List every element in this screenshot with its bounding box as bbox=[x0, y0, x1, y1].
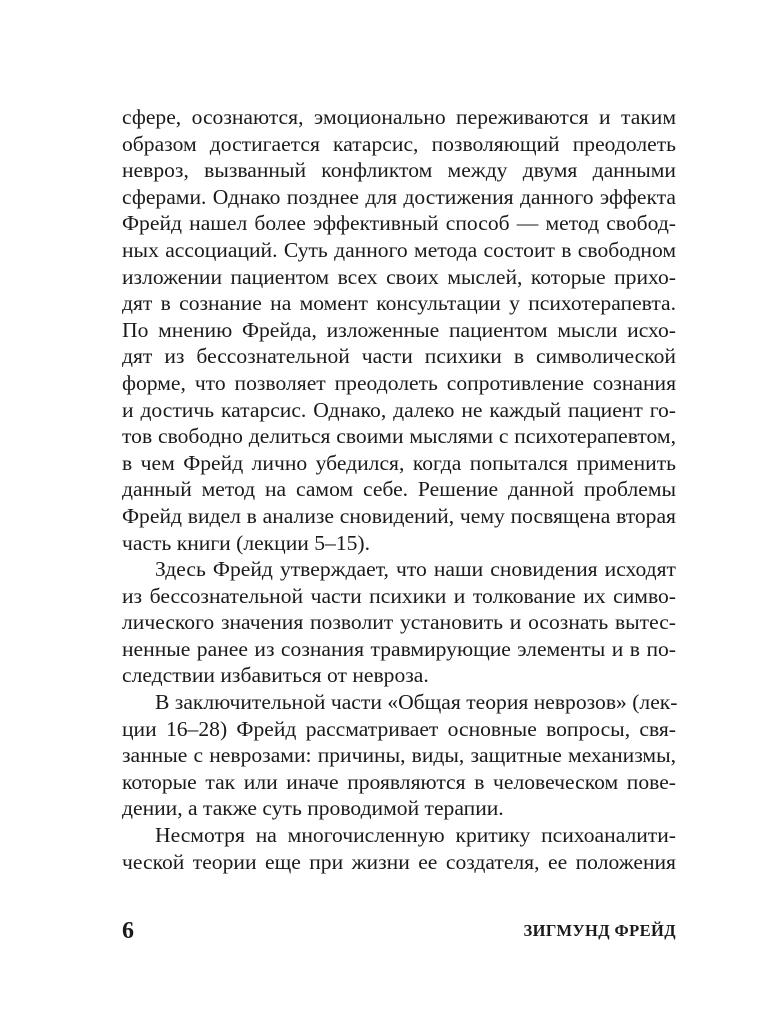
text-line: ненные ранее из сознания травмирующие элементы и в по- bbox=[122, 636, 676, 661]
page-footer bbox=[122, 914, 676, 948]
text-line: и достичь катарсис. Однако, далеко не каждый пациент го- bbox=[122, 397, 676, 422]
body-text bbox=[122, 104, 676, 875]
text-line: По мнению Фрейда, изложенные пациентом мысли исхо- bbox=[122, 317, 676, 342]
text-line: дят в сознание на момент консультации у психотерапевта. bbox=[122, 291, 676, 316]
text-line: часть книги (лекции 5–15). bbox=[122, 530, 371, 555]
text-line: невроз, вызванный конфликтом между двумя данными bbox=[122, 158, 676, 183]
running-head: ЗИГМУНД ФРЕЙД bbox=[523, 921, 676, 940]
text-line: тов свободно делиться своими мыслями с психотерапевтом, bbox=[122, 424, 676, 449]
text-line: форме, что позволяет преодолеть сопротивление сознания bbox=[122, 370, 676, 395]
text-line: лического значения позволит установить и осознать вытес- bbox=[122, 610, 676, 635]
text-line: следствии избавиться от невроза. bbox=[122, 663, 429, 688]
text-line: сферами. Однако позднее для достижения данного эффекта bbox=[122, 184, 676, 209]
text-line: ных ассоциаций. Суть данного метода состоит в свободном bbox=[122, 237, 676, 262]
text-line: занные с неврозами: причины, виды, защитные механизмы, bbox=[122, 743, 676, 768]
paragraph-first-line: Здесь Фрейд утверждает, что наши сновидения исходят bbox=[155, 557, 676, 582]
paragraph-first-line: В заключительной части «Общая теория неврозов» (лек- bbox=[155, 690, 678, 715]
text-line: данный метод на самом себе. Решение данной проблемы bbox=[122, 477, 676, 502]
text-line: которые так или иначе проявляются в человеческом пове- bbox=[122, 769, 676, 794]
text-line: Фрейд видел в анализе сновидений, чему посвящена вторая bbox=[122, 503, 676, 528]
page-number: 6 bbox=[122, 918, 134, 944]
text-line: изложении пациентом всех своих мыслей, которые прихо- bbox=[122, 264, 676, 289]
text-line: Фрейд нашел более эффективный способ — метод свобод- bbox=[122, 211, 676, 236]
text-line: дении, а также суть проводимой терапии. bbox=[122, 796, 504, 821]
text-line: сфере, осознаются, эмоционально переживаются и таким bbox=[122, 105, 676, 129]
text-line: из бессознательной части психики и толкование их симво- bbox=[122, 583, 676, 608]
text-line: ции 16–28) Фрейд рассматривает основные вопросы, свя- bbox=[122, 716, 676, 741]
text-line: ческой теории еще при жизни ее создателя, ее положения bbox=[122, 849, 676, 874]
paragraph-first-line: Несмотря на многочисленную критику психоаналити- bbox=[155, 823, 676, 848]
text-line: образом достигается катарсис, позволяющий преодолеть bbox=[122, 131, 676, 156]
text-line: дят из бессознательной части психики в символической bbox=[122, 344, 676, 369]
text-line: в чем Фрейд лично убедился, когда попытался применить bbox=[122, 450, 676, 475]
